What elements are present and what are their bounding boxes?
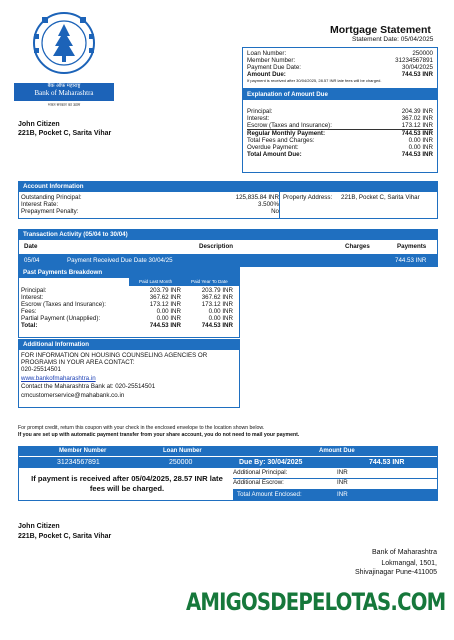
past-payments-title: Past Payments Breakdown (19, 268, 239, 278)
penalty-label: Prepayment Penalty: (21, 208, 79, 215)
additional-info-title: Additional Information (19, 340, 239, 350)
explanation-label: Escrow (Taxes and Insurance): (247, 122, 332, 129)
statement-date: Statement Date: 05/04/2025 (352, 36, 434, 43)
past-payment-last: 173.12 INR (149, 301, 181, 308)
explanation-row (247, 137, 433, 144)
outstanding-label: Outstanding Principal: (21, 194, 82, 201)
account-box (18, 181, 438, 219)
transactions-header-row (19, 240, 437, 255)
coupon-autopay-note: If you are set up with automatic payment transfer from your share account, you do not need to mail your payment. (18, 432, 300, 438)
past-payment-ytd: 744.53 INR (201, 322, 233, 329)
past-payment-last: 0.00 INR (156, 308, 181, 315)
coupon-late-note: If payment is received after 05/04/2025, 28.57 INR late fees will be charged. (31, 474, 223, 493)
member-number-value: 31234567891 (395, 57, 433, 64)
bank-emblem-icon (14, 10, 114, 78)
rate-value: 3.500% (258, 201, 279, 208)
bank-wordmark (14, 83, 114, 101)
contact-email: cmcustomerservice@mahabank.co.in (21, 392, 125, 399)
bank-logo (14, 10, 114, 107)
additional-info-box (18, 339, 240, 408)
past-payments-box (18, 267, 240, 338)
explanation-value: 173.12 INR (401, 122, 433, 129)
past-payment-last: 744.53 INR (149, 322, 181, 329)
due-date-value: 30/04/2025 (402, 64, 433, 71)
coupon-instruction: For prompt credit, return this coupon with your check in the enclosed envelope to the location shown below. (18, 425, 265, 431)
explanation-label: Overdue Payment: (247, 144, 299, 151)
past-payment-last: 367.62 INR (149, 294, 181, 301)
table-row (21, 287, 235, 294)
bank-address-line1: Lokmangal, 1501, (381, 560, 437, 567)
coupon-col-member: Member Number (59, 448, 107, 454)
member-number-label: Member Number: (247, 57, 296, 64)
mailing-address: 221B, Pocket C, Sarita Vihar (18, 533, 112, 540)
coupon-member-value: 31234567891 (57, 459, 100, 466)
past-payment-label: Partial Payment (Unapplied): (21, 315, 101, 322)
property-address-label: Property Address: (283, 194, 333, 201)
transactions-title: Transaction Activity (05/04 to 30/04) (19, 230, 437, 240)
past-payment-label: Total: (21, 322, 38, 329)
total-enclosed-label: Total Amount Enclosed: (237, 491, 302, 498)
coupon-col-loan: Loan Number (163, 448, 202, 454)
past-payment-ytd: 203.79 INR (201, 287, 233, 294)
account-divider (279, 192, 280, 218)
loan-number-label: Loan Number: (247, 50, 287, 57)
loan-number-value: 250000 (412, 50, 433, 57)
property-address-value: 221B, Pocket C, Sarita Vihar (341, 194, 420, 201)
outstanding-value: 125,835.84 INR (235, 194, 279, 201)
counseling-phone: 020-25514501 (21, 366, 61, 373)
coupon-loan-value: 250000 (169, 459, 193, 466)
row-payments: 744.53 INR (395, 257, 427, 264)
additional-principal-input[interactable]: INR (337, 469, 437, 479)
table-row (21, 315, 235, 322)
explanation-label: Interest: (247, 115, 270, 122)
past-payment-label: Fees: (21, 308, 37, 315)
explanation-label: Principal: (247, 108, 273, 115)
mailing-name: John Citizen (18, 523, 60, 530)
logo-tagline: भारत सरकार का उद्यम (47, 102, 81, 107)
coupon-header (19, 447, 437, 456)
past-payment-ytd: 173.12 INR (201, 301, 233, 308)
explanation-rows (243, 100, 437, 158)
past-payment-last: 0.00 INR (156, 315, 181, 322)
counseling-text: FOR INFORMATION ON HOUSING COUNSELING AGENCIES OR PROGRAMS IN YOUR AREA CONTACT: (21, 352, 208, 366)
explanation-value: 0.00 INR (408, 144, 433, 151)
contact-text: Contact the Maharashtra Bank at: 020-25514501 (21, 383, 156, 390)
explanation-row (247, 122, 433, 130)
explanation-box (242, 89, 438, 173)
col-date: Date (24, 243, 38, 250)
coupon-due-date: Due By: 30/04/2025 (239, 459, 303, 466)
explanation-row (247, 108, 433, 115)
table-row (19, 255, 437, 266)
additional-principal-label: Additional Principal: (233, 469, 347, 479)
page-title: Mortgage Statement (330, 24, 431, 36)
explanation-row (247, 115, 433, 122)
bank-address-name: Bank of Maharashtra (372, 549, 437, 556)
explanation-value: 744.53 INR (401, 151, 433, 158)
account-left (21, 194, 279, 215)
explanation-row (247, 144, 433, 151)
past-payment-ytd: 0.00 INR (208, 315, 233, 322)
table-row (21, 301, 235, 308)
table-row (21, 322, 235, 329)
customer-name: John Citizen (18, 121, 60, 128)
col-charges: Charges (345, 243, 370, 250)
table-row (21, 294, 235, 301)
past-payments-rows (21, 287, 235, 329)
past-payment-label: Principal: (21, 287, 47, 294)
past-payment-label: Interest: (21, 294, 44, 301)
additional-escrow-label: Additional Escrow: (233, 479, 284, 486)
past-payments-col-header (129, 278, 239, 286)
explanation-row (247, 151, 433, 158)
customer-address: 221B, Pocket C, Sarita Vihar (18, 130, 112, 137)
col-paid-last-month: Paid Last Month (139, 279, 173, 284)
past-payment-last: 203.79 INR (149, 287, 181, 294)
explanation-value: 0.00 INR (408, 137, 433, 144)
payment-coupon (18, 446, 438, 501)
past-payment-label: Escrow (Taxes and Insurance): (21, 301, 106, 308)
wordmark-english: Bank of Maharashtra (34, 89, 94, 97)
rate-label: Interest Rate: (21, 201, 59, 208)
transactions-box (18, 229, 438, 267)
penalty-value: No (271, 208, 279, 215)
amount-due-value: 744.53 INR (401, 71, 433, 78)
summary-box (242, 47, 438, 89)
explanation-label: Regular Monthly Payment: (247, 130, 326, 137)
row-date: 05/04 (24, 257, 40, 264)
total-enclosed-input[interactable]: INR (337, 491, 348, 498)
bank-address-line2: Shivajinagar Pune-411005 (355, 569, 437, 576)
explanation-value: 204.39 INR (401, 108, 433, 115)
due-date-label: Payment Due Date: (247, 64, 301, 71)
col-payments: Payments (397, 243, 427, 250)
explanation-label: Total Amount Due: (247, 151, 302, 158)
col-paid-ytd: Paid Year To Date (191, 279, 228, 284)
col-description: Description (199, 243, 234, 250)
additional-escrow-input[interactable]: INR (337, 479, 348, 486)
explanation-value: 744.53 INR (401, 130, 433, 137)
explanation-row (247, 130, 433, 137)
explanation-value: 367.02 INR (401, 115, 433, 122)
table-row (21, 308, 235, 315)
coupon-values-row (19, 457, 437, 468)
past-payment-ytd: 367.62 INR (201, 294, 233, 301)
account-title: Account Information (19, 182, 437, 192)
total-enclosed-row (233, 489, 437, 500)
past-payment-ytd: 0.00 INR (208, 308, 233, 315)
wordmark-hindi: बैंक ऑफ़ महाराष्ट्र (47, 83, 81, 89)
amount-due-label: Amount Due: (247, 71, 286, 78)
explanation-label: Total Fees and Charges: (247, 137, 315, 144)
row-description: Payment Received Due Date 30/04/25 (67, 257, 173, 264)
coupon-col-amount: Amount Due (319, 448, 355, 454)
explanation-title: Explanation of Amount Due (243, 90, 437, 100)
watermark-text: AMIGOSDEPELOTAS.COM (186, 588, 446, 616)
coupon-amount-value: 744.53 INR (369, 459, 405, 466)
late-fee-note: If payment is received after 30/04/2025, 28.57 INR late fees will be charged. (247, 78, 382, 83)
bank-website-link[interactable]: www.bankofmaharashtra.in (21, 375, 96, 382)
